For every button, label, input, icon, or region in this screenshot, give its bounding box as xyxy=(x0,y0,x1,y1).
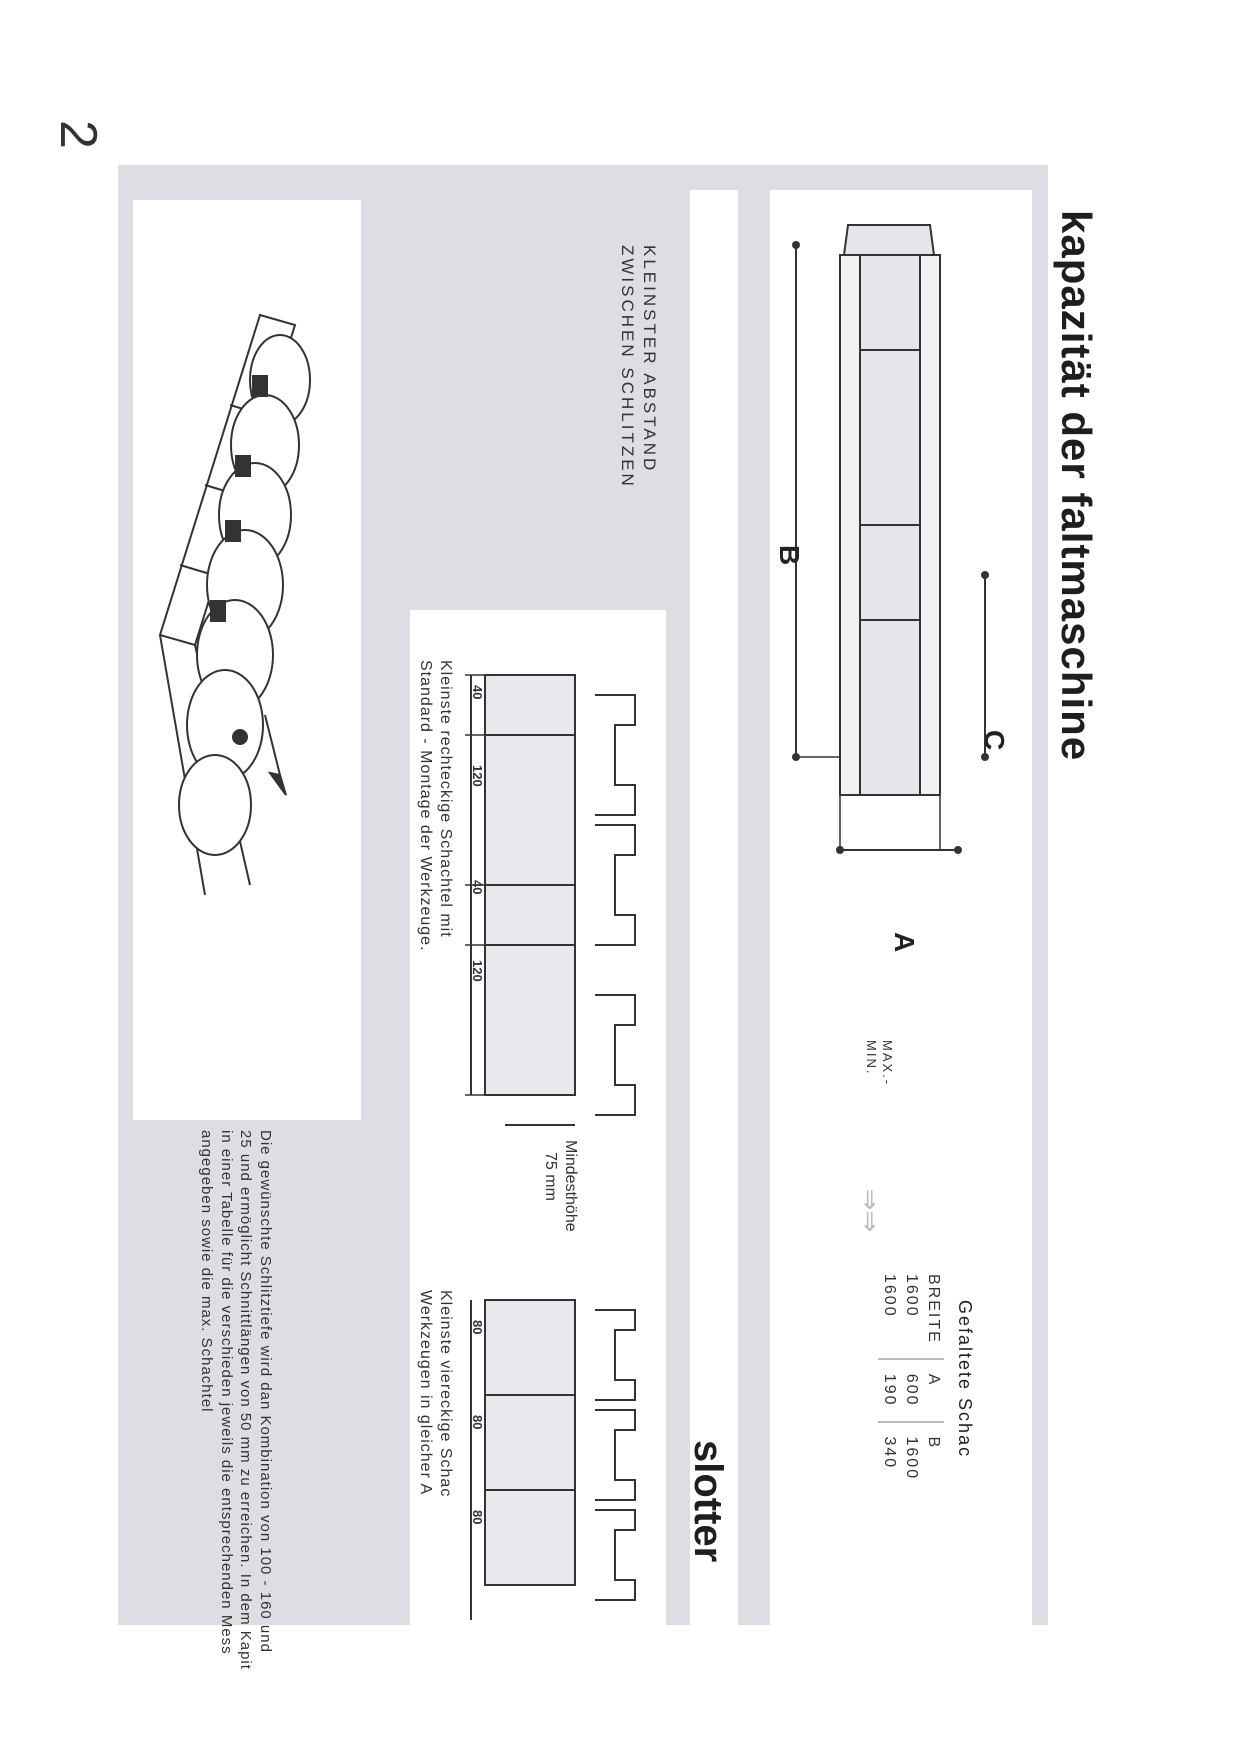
page-title: kapazität der faltmaschine xyxy=(1053,210,1100,762)
box-table-cell: 1600 xyxy=(903,1274,920,1318)
square-dim-3: 80 xyxy=(470,1510,485,1525)
square-box-caption xyxy=(415,1290,455,1497)
box-table-cell: 1600 xyxy=(881,1274,898,1318)
box-table-row xyxy=(878,1260,900,1494)
dimension-b-label: B xyxy=(774,545,805,566)
box-table-cell: 600 xyxy=(900,1359,922,1422)
square-caption-line1: Kleinste viereckige Schac xyxy=(437,1290,454,1498)
box-table xyxy=(878,1260,944,1494)
dimension-a-label: A xyxy=(889,932,920,953)
box-table-heading: Gefaltete Schac xyxy=(955,1300,975,1459)
box-blank-diagram xyxy=(780,215,1010,975)
slotter-machine-illustration xyxy=(140,305,360,905)
rect-caption-line2: Standard - Montage der Werkzeuge. xyxy=(417,660,434,952)
rect-dim-4: 120 xyxy=(470,960,485,982)
rect-caption-line1: Kleinste rechteckige Schachtel mit xyxy=(437,660,454,938)
slit-caption-line2: ZWISCHEN SCHLITZEN xyxy=(618,245,637,489)
box-table-cell: 340 xyxy=(878,1422,900,1495)
slotter-title: slotter xyxy=(686,1440,730,1563)
min-height-line2: 75 mm xyxy=(542,1152,559,1201)
square-dim-2: 80 xyxy=(470,1415,485,1430)
min-height-label xyxy=(540,1140,580,1232)
box-table-row xyxy=(900,1260,922,1494)
box-table-row-labels xyxy=(863,1040,895,1086)
slit-distance-caption xyxy=(616,245,660,489)
rect-dim-2: 120 xyxy=(470,765,485,787)
square-dim-1: 80 xyxy=(470,1320,485,1335)
page-number: 2 xyxy=(49,120,107,149)
box-table-col-a: A xyxy=(922,1359,944,1422)
dimension-c-label: C xyxy=(979,730,1010,751)
slotter-description: Die gewünschte Schlitztiefe wird dan Kombination von 100 - 160 und 25 und ermöglicht Schnittlängen von 50 mm zu erreichen. In dem Kapit in einer Tabelle für die verschieden jeweils die entsprechenden Mess angegeben sowie die max. Schachtel xyxy=(198,1130,274,1670)
min-height-line1: Mindesthöhe xyxy=(562,1140,579,1232)
box-table-cell: 1600 xyxy=(900,1422,922,1495)
rect-dim-3: 40 xyxy=(470,880,485,895)
box-table-cell: 190 xyxy=(878,1359,900,1422)
box-table-col-breite: BREITE xyxy=(925,1274,942,1344)
slotter-band xyxy=(690,190,738,1630)
row-label-min: MIN. xyxy=(864,1040,879,1076)
slit-caption-line1: KLEINSTER ABSTAND xyxy=(640,245,659,474)
square-caption-line2: Werkzeugen in gleicher A xyxy=(417,1290,434,1496)
row-label-max: MAX.- xyxy=(880,1040,895,1087)
box-table-header-row xyxy=(922,1260,944,1494)
rect-box-caption xyxy=(415,660,455,952)
square-box-diagram xyxy=(465,1290,665,1630)
box-table-col-b: B xyxy=(922,1422,944,1495)
rect-dim-1: 40 xyxy=(470,685,485,700)
arrows-icon: ⇒⇒ xyxy=(855,1188,886,1233)
